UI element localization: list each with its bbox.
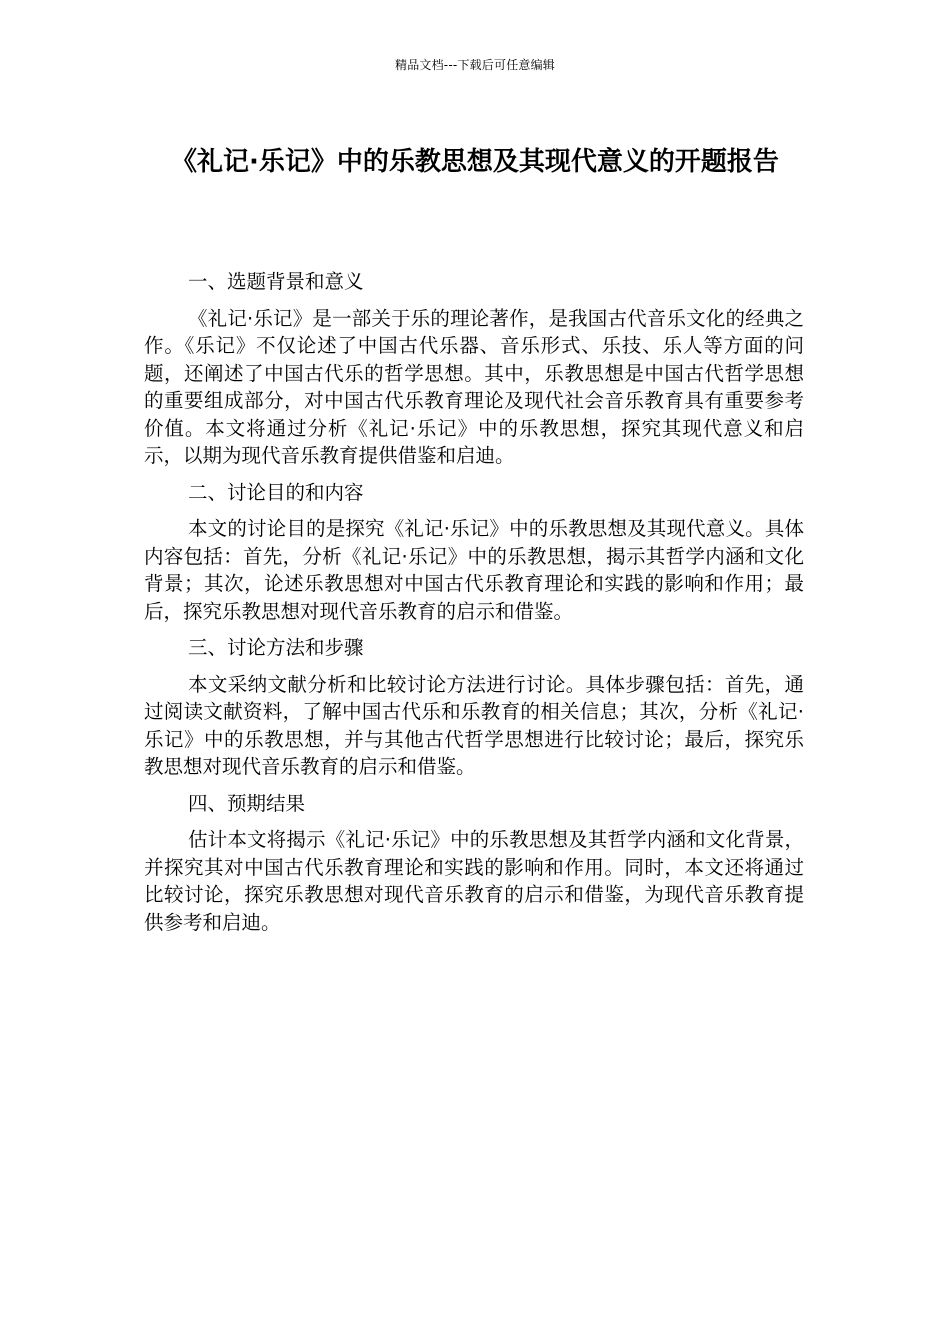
document-body [144,268,804,945]
page-header: 精品文档---下载后可任意编辑 [395,58,555,72]
section-paragraph: 《礼记·乐记》是一部关于乐的理论著作，是我国古代音乐文化的经典之作。《乐记》不仅论述了中国古代乐器、音乐形式、乐技、乐人等方面的问题，还阐述了中国古代乐的哲学思想。其中，乐教思想是中国古代哲学思想的重要组成部分，对中国古代乐教育理论及现代社会音乐教育具有重要参考价值。本文将通过分析《礼记·乐记》中的乐教思想，探究其现代意义和启示，以期为现代音乐教育提供借鉴和启迪。 [144,306,804,467]
document-title: 《礼记·乐记》中的乐教思想及其现代意义的开题报告 [171,147,779,177]
section-paragraph: 估计本文将揭示《礼记·乐记》中的乐教思想及其哲学内涵和文化背景，并探究其对中国古代乐教育理论和实践的影响和作用。同时，本文还将通过比较讨论，探究乐教思想对现代音乐教育的启示和借鉴，为现代音乐教育提供参考和启迪。 [144,828,804,934]
section-heading: 四、预期结果 [188,791,306,815]
section-heading: 三、讨论方法和步骤 [188,636,364,659]
section-method [144,634,804,781]
section-background [144,268,804,470]
section-expected-results [144,790,804,937]
section-paragraph: 本文的讨论目的是探究《礼记·乐记》中的乐教思想及其现代意义。具体内容包括：首先，分析《礼记·乐记》中的乐教思想，揭示其哲学内涵和文化背景；其次，论述乐教思想对中国古代乐教育理论和实践的影响和作用；最后，探究乐教思想对现代音乐教育的启示和借鉴。 [144,517,804,623]
section-heading: 二、讨论目的和内容 [188,480,364,504]
section-paragraph: 本文采纳文献分析和比较讨论方法进行讨论。具体步骤包括：首先，通过阅读文献资料，了解中国古代乐和乐教育的相关信息；其次，分析《礼记·乐记》中的乐教思想，并与其他古代哲学思想进行比较讨论；最后，探究乐教思想对现代音乐教育的启示和借鉴。 [144,672,804,778]
section-heading: 一、选题背景和意义 [188,270,364,293]
section-purpose [144,479,804,626]
